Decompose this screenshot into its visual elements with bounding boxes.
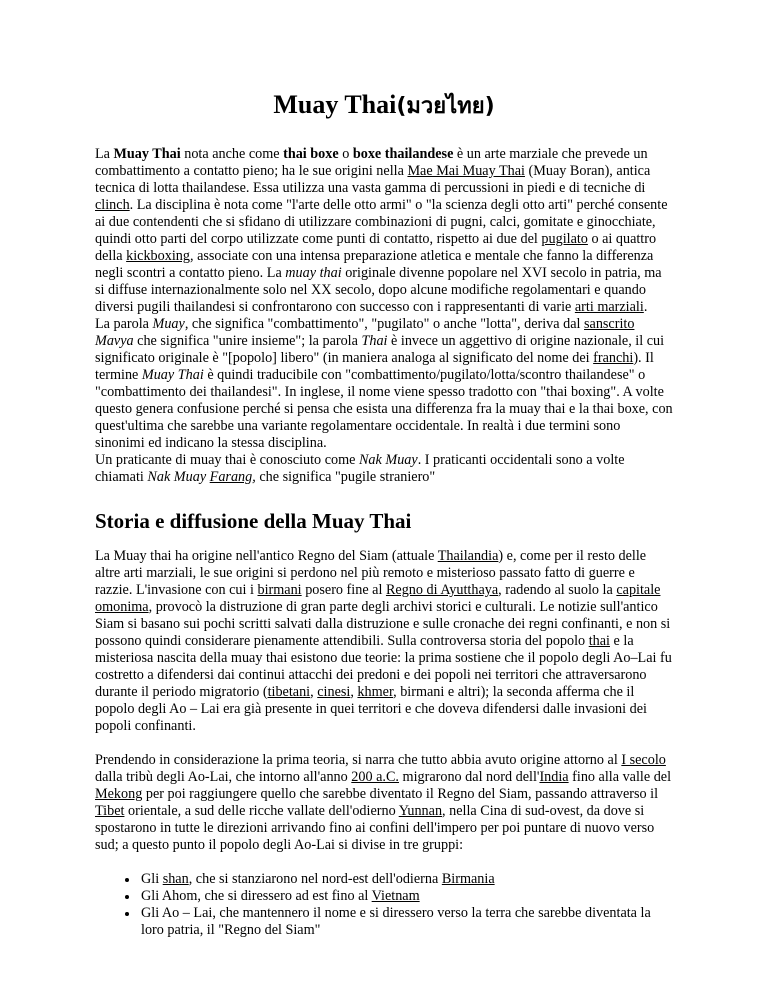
text-run: La [95, 146, 114, 162]
link[interactable]: Thailandia [437, 548, 499, 564]
groups-list [95, 871, 673, 939]
list-item [125, 871, 673, 888]
italic-text: Mavya [95, 333, 134, 349]
italic-text: muay thai [285, 265, 342, 281]
link[interactable]: arti marziali [574, 299, 644, 315]
bold-text: Muay Thai [113, 146, 181, 162]
text-run: Gli Ao – Lai, che mantennero il nome e si diressero verso la terra che sarebbe diventata la loro patria, il "Regno del Siam" [141, 905, 651, 938]
page-title [95, 0, 673, 122]
text-run: , provocò la distruzione di gran parte degli archivi storici e culturali. Le notizie sull'antico Siam si basano sui pochi scritti salvati dalla distruzione e sulle cronache dei regni confinanti, e non si possono quindi considerare pienamente attendibili. Sulla controversa storia del popolo [95, 599, 671, 649]
text-run: , [310, 684, 318, 700]
link[interactable]: tibetani [267, 684, 311, 700]
list-item [125, 905, 673, 939]
section-heading: Storia e diffusione della Muay Thai [95, 509, 412, 533]
link[interactable]: kickboxing [126, 248, 190, 264]
text-run: , che significa "combattimento", "pugilato" o anche "lotta", deriva dal [184, 316, 584, 332]
link[interactable]: Regno di Ayutthaya [385, 582, 499, 598]
italic-text: Muay Thai [141, 367, 204, 383]
history-paragraph-2 [95, 752, 673, 854]
italic-text: Thai [361, 333, 388, 349]
text-run: . [643, 299, 648, 315]
text-run: Gli Ahom, che si diressero ad est fino al [141, 888, 372, 904]
link[interactable]: India [539, 769, 569, 785]
text-run: , birmani e altri); la seconda afferma che il popolo degli Ao – Lai era già presente in quei territori e che doveva difendersi dalle invasioni dei popoli confinanti. [95, 684, 647, 734]
link[interactable]: Mekong [95, 786, 143, 802]
intro-paragraph [95, 146, 673, 486]
text-run: è un arte marziale che prevede un combattimento a contatto pieno; ha le sue origini nella [95, 146, 648, 179]
text-run: , associate con una intensa preparazione atletica e mentale che fanno la differenza negli scontri a contatto pieno. La [95, 248, 654, 281]
text-run: Un praticante di muay thai è conosciuto come [95, 452, 359, 468]
link[interactable]: 200 a.C. [351, 769, 399, 785]
text-run: originale divenne popolare nel XVI secolo in patria, ma si diffuse internazionalmente solo nel XX secolo, dopo alcune modifiche regolamentari e quando diversi pugili thailandesi si confrontarono con successo con i rappresentanti di varie [95, 265, 662, 315]
text-run: Gli [141, 871, 163, 887]
history-paragraph-1 [95, 548, 673, 735]
text-run: fino alla valle del [568, 769, 672, 785]
text-run: . La disciplina è nota come "l'arte delle otto armi" o "la scienza degli otto arti" perché consente ai due contendenti che si sfidano di utilizzare combinazioni di pugni, calci, gomitate e ginocchiate, quindi otto parti del corpo utilizzate come punti di contatto, rispetto ai due del [95, 197, 668, 247]
link[interactable]: cinesi [317, 684, 351, 700]
link[interactable]: pugilato [541, 231, 588, 247]
text-run: Prendendo in considerazione la prima teoria, si narra che tutto abbia avuto origine attorno al [95, 752, 622, 768]
link[interactable]: birmani [257, 582, 302, 598]
text-run: (Muay Boran), antica tecnica di lotta thailandese. Essa utilizza una vasta gamma di percussioni in piedi e di tecniche di [95, 163, 651, 196]
link[interactable]: khmer [357, 684, 394, 700]
text-run: orientale, a sud delle ricche vallate dell'odierno [124, 803, 399, 819]
italic-text: Nak Muay [358, 452, 418, 468]
link[interactable]: Tibet [95, 803, 125, 819]
text-run: ). Il termine [95, 350, 654, 383]
link[interactable]: Birmania [441, 871, 495, 887]
text-run: posero fine al [301, 582, 386, 598]
bold-text: boxe thailandese [352, 146, 454, 162]
text-run: La parola [95, 316, 153, 332]
link[interactable]: franchi [593, 350, 634, 366]
italic-text: Nak Muay [147, 469, 210, 485]
text-run: , radendo al suolo la [498, 582, 617, 598]
text-run: . I praticanti occidentali sono a volte chiamati [95, 452, 625, 485]
text-run: nota anche come [180, 146, 284, 162]
text-run: è quindi traducibile con "combattimento/pugilato/lotta/scontro thailandese" o "combattimento dei thailandesi". In inglese, il nome viene spesso tradotto con "thai boxing". A volte questo genera confusione perché si pensa che esista una differenza fra la muay thai e la thai boxe, con quest'ultima che sarebbe una variante regolamentare occidentale. In realtà i due termini sono sinonimi ed indicano la stessa disciplina. [95, 367, 673, 451]
link[interactable]: capitale omonima [95, 582, 661, 615]
title-text: Muay Thai [273, 90, 397, 119]
text-run: o ai quattro della [95, 231, 657, 264]
link[interactable]: clinch [95, 197, 130, 213]
link[interactable]: sanscrito [584, 316, 635, 332]
text-run: , che si stanziarono nel nord-est dell'odierna [188, 871, 442, 887]
text-run: per poi raggiungere quello che sarebbe diventato il Regno del Siam, passando attraverso il [142, 786, 659, 802]
link[interactable]: Mae Mai Muay Thai [407, 163, 525, 179]
link[interactable]: shan [162, 871, 189, 887]
bold-text: thai boxe [283, 146, 339, 162]
link[interactable]: Vietnam [371, 888, 420, 904]
link[interactable]: thai [588, 633, 610, 649]
text-run: ) e, come per il resto delle altre arti marziali, le sue origini si perdono nel più remoto e misterioso passato fatto di guerre e razzie. L'invasione con cui i [95, 548, 647, 598]
text-run: è invece un aggettivo di origine nazionale, il cui significato originale è "[popolo] libero" (in maniera analoga al significato del nome dei [95, 333, 665, 366]
title-thai-text: (มวยไทย) [396, 94, 495, 119]
list-item [125, 888, 673, 905]
text-run: , nella Cina di sud-ovest, da dove si spostarono in tutte le direzioni arrivando fino ai confini dell'impero per poi puntare di nuovo verso sud; a questo punto il popolo degli Ao-Lai si divise in tre gruppi: [95, 803, 655, 853]
text-run: , che significa "pugile straniero" [252, 469, 436, 485]
text-run: La Muay thai ha origine nell'antico Regno del Siam (attuale [95, 548, 438, 564]
text-run: , [350, 684, 358, 700]
text-run: che significa "unire insieme"; la parola [133, 333, 362, 349]
link[interactable]: Farang [209, 469, 253, 485]
text-run: o [338, 146, 353, 162]
text-run: e la misteriosa nascita della muay thai esistono due teorie: la prima sostiene che il popolo degli Ao–Lai fu costretto a difendersi dai continui attacchi dei predoni e dei popoli nei territori che attraversarono durante il periodo migratorio ( [95, 633, 672, 700]
italic-text: Muay [152, 316, 185, 332]
text-run: dalla tribù degli Ao-Lai, che intorno all'anno [95, 769, 352, 785]
link[interactable]: I secolo [621, 752, 666, 768]
text-run: migrarono dal nord dell' [398, 769, 540, 785]
link[interactable]: Yunnan [398, 803, 443, 819]
